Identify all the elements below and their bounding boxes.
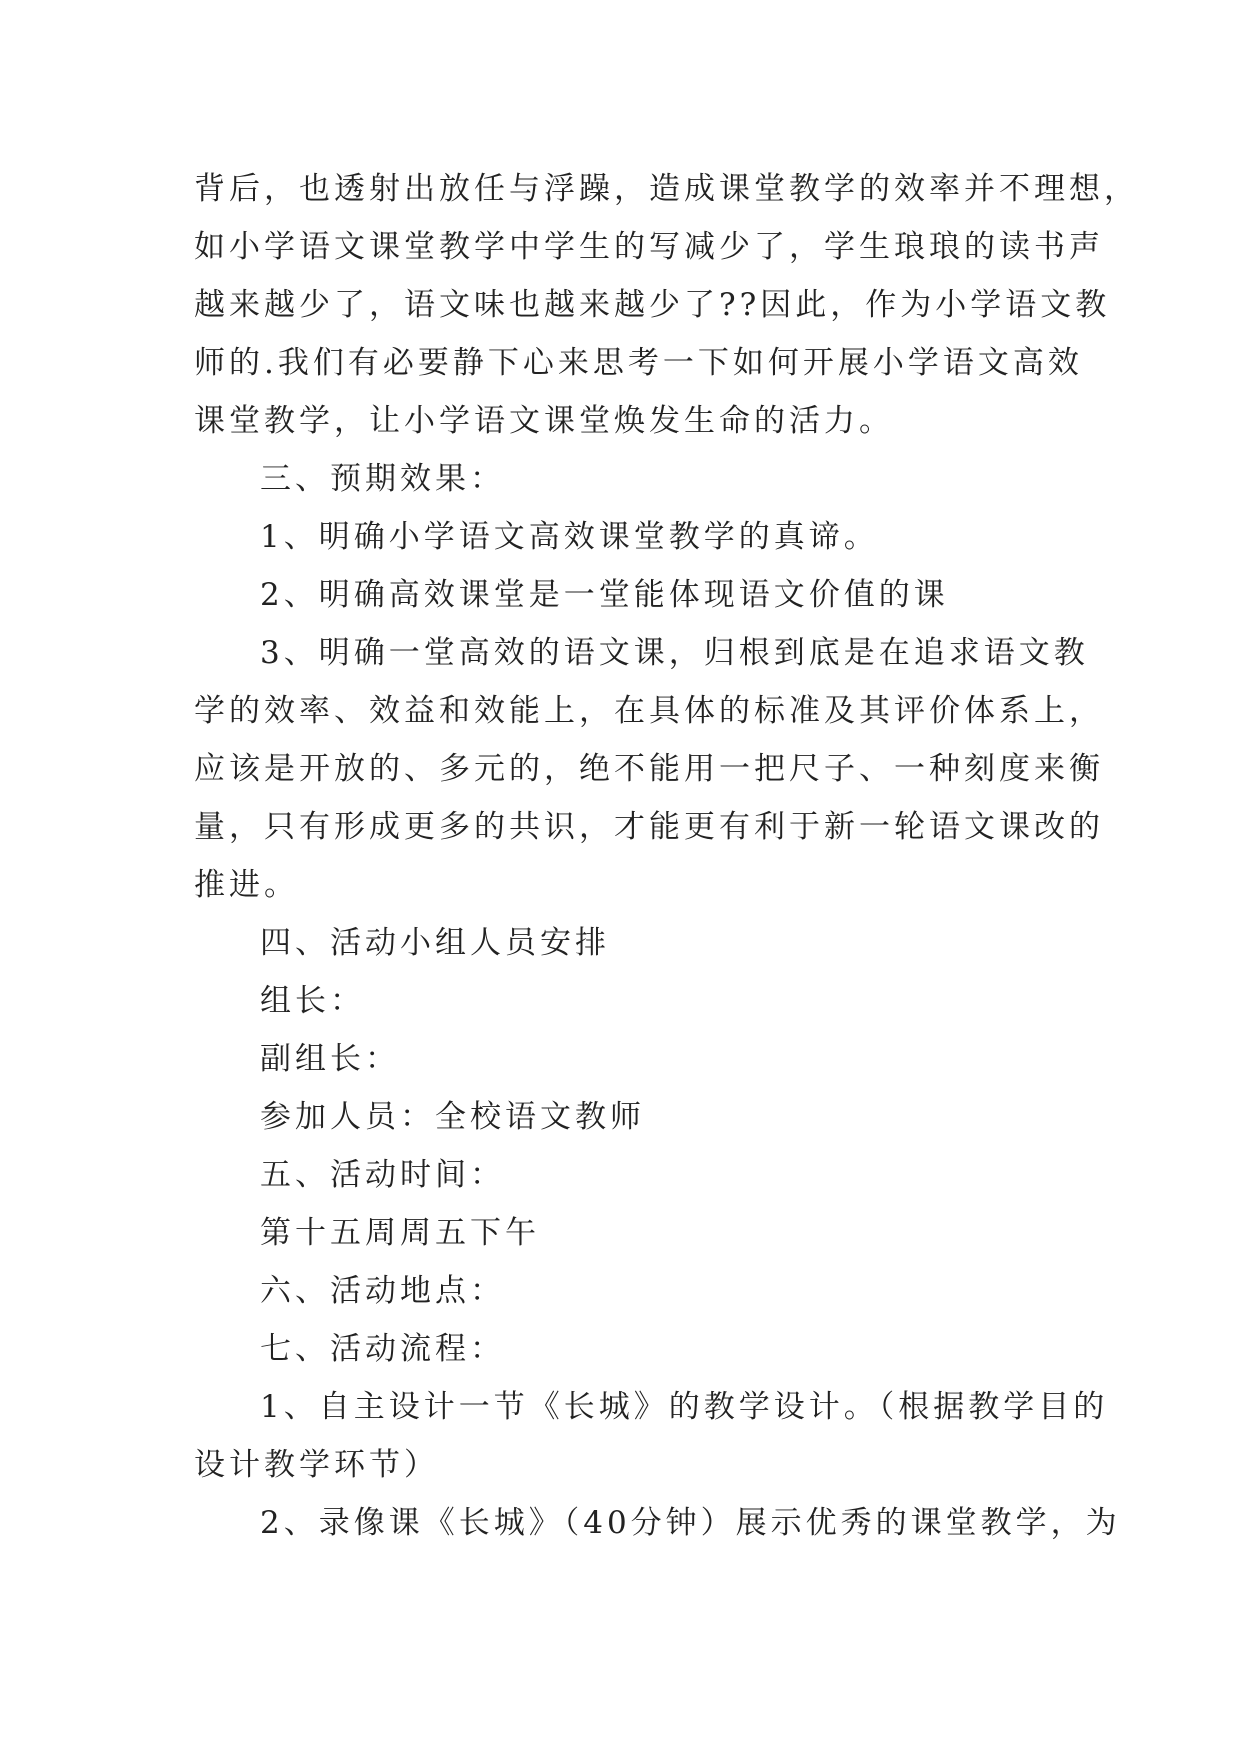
text-line: 参加人员：全校语文教师 <box>260 1099 645 1135</box>
text-line: 1、自主设计一节《长城》的教学设计。（根据教学目的 <box>260 1389 1109 1425</box>
text-line: 设计教学环节） <box>194 1447 439 1483</box>
text-line: 越来越少了，语文味也越来越少了??因此，作为小学语文教 <box>194 287 1111 323</box>
section-heading-group-members: 四、活动小组人员安排 <box>260 925 610 961</box>
section-heading-activity-time: 五、活动时间： <box>260 1157 505 1193</box>
text-line: 师的.我们有必要静下心来思考一下如何开展小学语文高效 <box>194 345 1083 381</box>
text-line: 2、录像课《长城》（40分钟）展示优秀的课堂教学，为 <box>260 1505 1121 1541</box>
text-line: 背后，也透射出放任与浮躁，造成课堂教学的效率并不理想， <box>194 171 1139 207</box>
section-heading-expected-effects: 三、预期效果： <box>260 461 505 497</box>
text-line: 推进。 <box>194 867 299 903</box>
text-line: 副组长： <box>260 1041 400 1077</box>
text-line: 量，只有形成更多的共识，才能更有利于新一轮语文课改的 <box>194 809 1104 845</box>
text-line: 1、明确小学语文高效课堂教学的真谛。 <box>260 519 879 555</box>
text-line: 2、明确高效课堂是一堂能体现语文价值的课 <box>260 577 949 613</box>
text-line: 第十五周周五下午 <box>260 1215 540 1251</box>
section-heading-activity-process: 七、活动流程： <box>260 1331 505 1367</box>
text-line: 学的效率、效益和效能上，在具体的标准及其评价体系上， <box>194 693 1104 729</box>
text-line: 3、明确一堂高效的语文课，归根到底是在追求语文教 <box>260 635 1089 671</box>
section-heading-activity-location: 六、活动地点： <box>260 1273 505 1309</box>
text-line: 课堂教学，让小学语文课堂焕发生命的活力。 <box>194 403 894 439</box>
document-body <box>194 160 1139 1552</box>
text-line: 如小学语文课堂教学中学生的写减少了，学生琅琅的读书声 <box>194 229 1104 265</box>
text-line: 组长： <box>260 983 365 1019</box>
text-line: 应该是开放的、多元的，绝不能用一把尺子、一种刻度来衡 <box>194 751 1104 787</box>
